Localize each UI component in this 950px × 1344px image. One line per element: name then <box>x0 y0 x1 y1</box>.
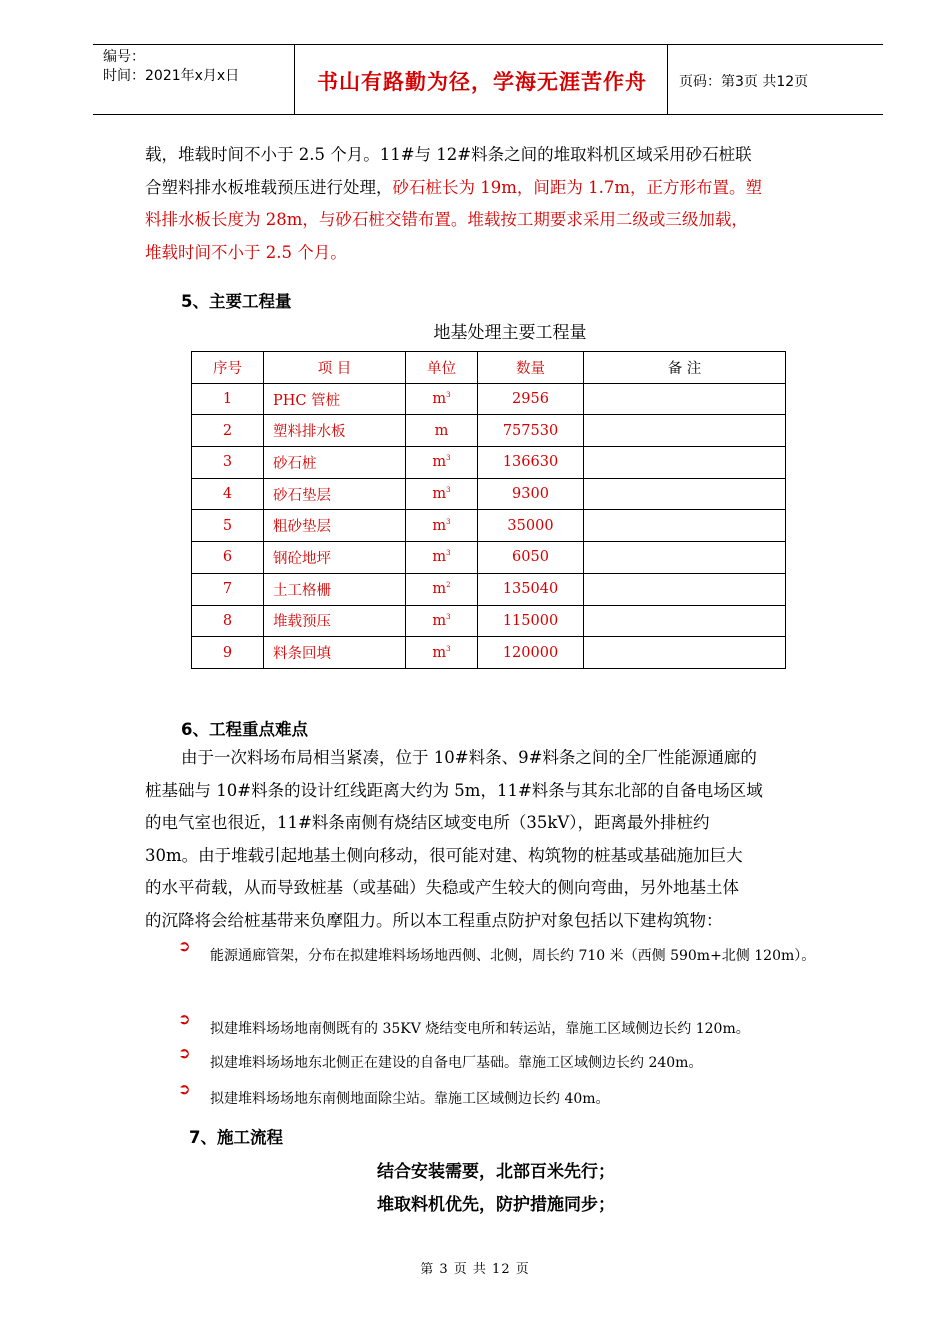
flow-line-1: 结合安装需要，北部百米先行； <box>377 1162 615 1182</box>
header-motto: 书山有路勤为径，学海无涯苦作舟 <box>317 70 647 94</box>
flow-line-2: 堆取料机优先，防护措施同步； <box>377 1195 615 1215</box>
intro-line-2-red: 砂石桩长为 19m，间距为 1.7m，正方形布置。塑 <box>392 177 763 197</box>
row-item-cell: 粗砂垫层 <box>264 510 406 542</box>
row-number-cell: 3 <box>192 447 264 479</box>
row-quantity-cell: 136630 <box>478 447 584 479</box>
header-divider-right <box>667 44 668 114</box>
table-row <box>192 637 786 669</box>
unit-base: m <box>432 549 447 566</box>
row-item-cell: 堆载预压 <box>264 605 406 637</box>
intro-line-3: 料排水板长度为 28m，与砂石桩交错布置。堆载按工期要求采用二级或三级加载， <box>145 210 748 229</box>
row-unit-cell <box>406 637 478 669</box>
row-quantity-cell: 2956 <box>478 383 584 415</box>
section-5-heading: 5、主要工程量 <box>181 292 292 311</box>
header-meta <box>103 48 239 86</box>
serial-label: 编号： <box>103 49 145 65</box>
table-row <box>192 415 786 447</box>
row-item-cell: 砂石垫层 <box>264 478 406 510</box>
header-page-info: 页码：第3页 共12页 <box>679 74 809 90</box>
row-quantity-cell: 135040 <box>478 573 584 605</box>
bullet-item <box>178 937 840 975</box>
row-number-cell: 6 <box>192 542 264 574</box>
row-quantity-cell: 120000 <box>478 637 584 669</box>
bullet-text: 拟建堆料场场地东北侧正在建设的自备电厂基础。靠施工区域侧边长约 240m。 <box>210 1055 703 1071</box>
table-row <box>192 478 786 510</box>
intro-line-1: 载，堆载时间不小于 2.5 个月。11#与 12#料条之间的堆取料机区域采用砂石桩联 <box>145 145 752 164</box>
unit-exponent: 3 <box>446 454 451 463</box>
row-number-cell: 8 <box>192 605 264 637</box>
row-quantity-cell: 757530 <box>478 415 584 447</box>
row-note-cell <box>584 637 786 669</box>
row-unit-cell <box>406 573 478 605</box>
table-row <box>192 383 786 415</box>
table-row <box>192 573 786 605</box>
row-number-cell: 7 <box>192 573 264 605</box>
row-unit-cell <box>406 447 478 479</box>
col-header: 备 注 <box>584 352 786 384</box>
row-item-cell: 钢砼地坪 <box>264 542 406 574</box>
paragraph-line: 的沉降将会给桩基带来负摩阻力。所以本工程重点防护对象包括以下建构筑物： <box>145 910 723 930</box>
row-unit-cell <box>406 605 478 637</box>
row-note-cell <box>584 447 786 479</box>
row-note-cell <box>584 478 786 510</box>
row-item-cell: 塑料排水板 <box>264 415 406 447</box>
header-bottom-rule <box>93 114 883 115</box>
table-row <box>192 605 786 637</box>
page-footer: 第 3 页 共 12 页 <box>420 1262 530 1277</box>
bullet-item <box>178 1010 840 1048</box>
unit-base: m <box>432 612 447 629</box>
unit-base: m <box>432 581 447 598</box>
bullet-item <box>178 1080 840 1118</box>
table-row <box>192 447 786 479</box>
row-note-cell <box>584 383 786 415</box>
header-divider-left <box>294 44 295 114</box>
row-quantity-cell: 35000 <box>478 510 584 542</box>
unit-exponent: 3 <box>446 612 451 621</box>
row-item-cell: 砂石桩 <box>264 447 406 479</box>
paragraph-line: 由于一次料场布局相当紧凑，位于 10#料条、9#料条之间的全厂性能源通廊的 <box>181 748 757 767</box>
intro-line-2-black: 合塑料排水板堆载预压进行处理， <box>145 177 393 197</box>
row-item-cell: 料条回填 <box>264 637 406 669</box>
paragraph-line: 30m。由于堆载引起地基土侧向移动，很可能对建、构筑物的桩基或基础施加巨大 <box>145 845 743 865</box>
row-note-cell <box>584 573 786 605</box>
row-number-cell: 2 <box>192 415 264 447</box>
row-number-cell: 9 <box>192 637 264 669</box>
table-body <box>192 383 786 668</box>
paragraph-line: 的电气室也很近，11#料条南侧有烧结区域变电所（35kV），距离最外排桩约 <box>145 813 710 832</box>
row-unit-cell <box>406 478 478 510</box>
unit-exponent: 2 <box>446 581 451 590</box>
section-6-paragraph <box>145 742 835 937</box>
row-unit-cell <box>406 542 478 574</box>
row-note-cell <box>584 542 786 574</box>
row-quantity-cell: 9300 <box>478 478 584 510</box>
table-title: 地基处理主要工程量 <box>433 323 587 343</box>
date-label: 时间：2021年x月x日 <box>103 68 240 84</box>
bullet-text: 拟建堆料场场地东南侧地面除尘站。靠施工区域侧边长约 40m。 <box>210 1091 610 1107</box>
arrow-right-circle-icon: ➲ <box>178 1080 191 1098</box>
bullet-text: 能源通廊管架，分布在拟建堆料场场地西侧、北侧，周长约 710 米（西侧 590m+北侧 120m）。 <box>210 948 816 964</box>
arrow-right-circle-icon: ➲ <box>178 937 191 955</box>
table-header-row <box>192 352 786 384</box>
unit-base: m <box>432 486 447 503</box>
row-item-cell: PHC 管桩 <box>264 383 406 415</box>
col-header: 单位 <box>406 352 478 384</box>
intro-line-4: 堆载时间不小于 2.5 个月。 <box>145 242 347 262</box>
row-quantity-cell: 6050 <box>478 542 584 574</box>
quantity-table <box>191 351 786 669</box>
section-7-heading: 7、施工流程 <box>189 1128 283 1147</box>
row-quantity-cell: 115000 <box>478 605 584 637</box>
unit-base: m <box>434 422 449 439</box>
unit-exponent: 3 <box>446 644 451 653</box>
arrow-right-circle-icon: ➲ <box>178 1010 191 1028</box>
col-header: 数量 <box>478 352 584 384</box>
unit-exponent: 3 <box>446 549 451 558</box>
paragraph-line: 的水平荷载，从而导致桩基（或基础）失稳或产生较大的侧向弯曲，另外地基土体 <box>145 878 739 897</box>
row-item-cell: 土工格栅 <box>264 573 406 605</box>
intro-paragraph <box>145 139 835 269</box>
bullet-item <box>178 1044 840 1082</box>
unit-base: m <box>432 454 447 471</box>
unit-base: m <box>432 391 447 408</box>
table-row <box>192 542 786 574</box>
paragraph-line: 桩基础与 10#料条的设计红线距离大约为 5m，11#料条与其东北部的自备电场区域 <box>145 780 763 800</box>
row-unit-cell <box>406 383 478 415</box>
col-header: 项 目 <box>264 352 406 384</box>
row-note-cell <box>584 415 786 447</box>
row-number-cell: 1 <box>192 383 264 415</box>
row-unit-cell <box>406 510 478 542</box>
section-6-heading: 6、工程重点难点 <box>181 720 308 739</box>
row-unit-cell <box>406 415 478 447</box>
unit-exponent: 3 <box>446 391 451 400</box>
row-number-cell: 4 <box>192 478 264 510</box>
col-header: 序号 <box>192 352 264 384</box>
header-top-rule <box>93 44 883 45</box>
unit-base: m <box>432 644 447 661</box>
row-number-cell: 5 <box>192 510 264 542</box>
table-row <box>192 510 786 542</box>
unit-exponent: 3 <box>446 517 451 526</box>
unit-base: m <box>432 517 447 534</box>
row-note-cell <box>584 510 786 542</box>
unit-exponent: 3 <box>446 486 451 495</box>
arrow-right-circle-icon: ➲ <box>178 1044 191 1062</box>
bullet-text: 拟建堆料场场地南侧既有的 35KV 烧结变电所和转运站，靠施工区域侧边长约 120m。 <box>210 1021 750 1037</box>
intro-line-2 <box>145 172 835 205</box>
row-note-cell <box>584 605 786 637</box>
